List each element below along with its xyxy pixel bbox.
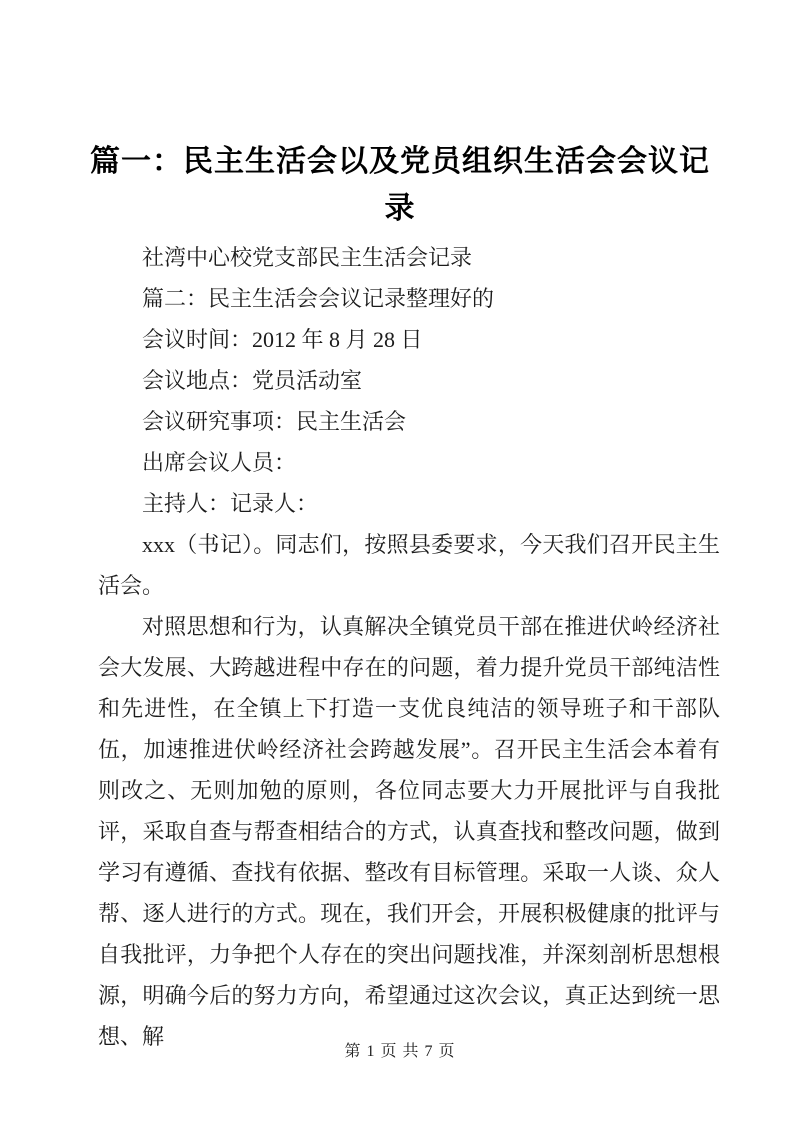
paragraph-host-recorder: 主持人：记录人： <box>142 491 319 516</box>
paragraph-source-label: 社湾中心校党支部民主生活会记录 <box>142 245 473 270</box>
document-body <box>98 237 720 1057</box>
page-footer: 第 1 页 共 7 页 <box>344 1043 456 1060</box>
paragraph-meeting-topic: 会议研究事项：民主生活会 <box>142 409 407 434</box>
paragraph-meeting-time: 会议时间：2012 年 8 月 28 日 <box>142 327 423 352</box>
paragraph-opening-remark: xxx（书记）。同志们，按照县委要求，今天我们召开民主生活会。 <box>98 532 720 598</box>
paragraph-meeting-place: 会议地点：党员活动室 <box>142 368 363 393</box>
document-title: 篇一：民主生活会以及党员组织生活会会议记录 <box>90 145 710 225</box>
paragraph-section-two: 篇二：民主生活会会议记录整理好的 <box>142 286 495 311</box>
paragraph-attendees: 出席会议人员： <box>142 450 297 475</box>
paragraph-main-speech: 对照思想和行为，认真解决全镇党员干部在推进伏岭经济社会大发展、大跨越进程中存在的问题，着力提升党员干部纯洁性和先进性，在全镇上下打造一支优良纯洁的领导班子和干部队伍，加速推进伏岭经济社会跨越发展”。召开民主生活会本着有则改之、无则加勉的原则，各位同志要大力开展批评与自我批评，采取自查与帮查相结合的方式，认真查找和整改问题，做到学习有遵循、查找有依据、整改有目标管理。采取一人谈、众人帮、逐人进行的方式。现在，我们开会，开展积极健康的批评与自我批评，力争把个人存在的突出问题找准，并深刻剖析思想根源，明确今后的努力方向，希望通过这次会议，真正达到统一思想、解 <box>98 614 720 1049</box>
